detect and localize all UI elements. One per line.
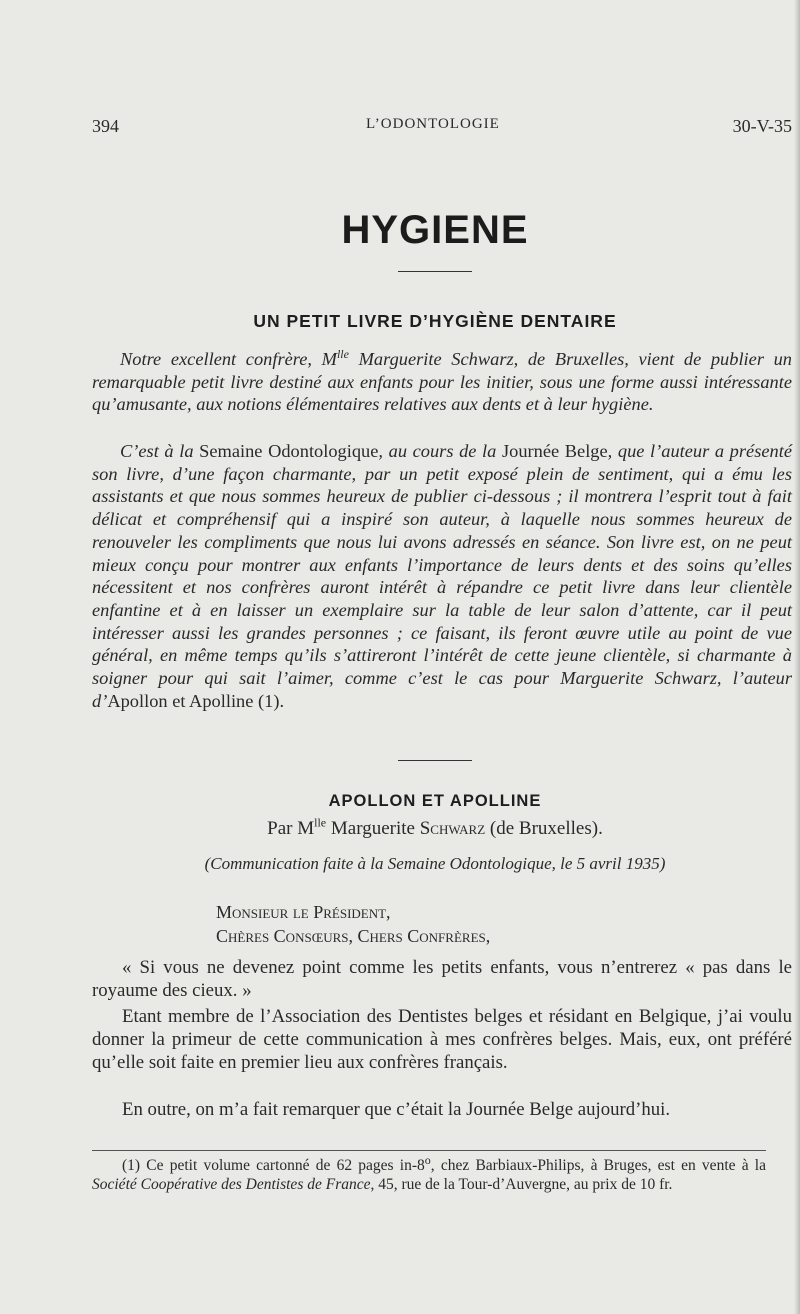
footnote-rule [92,1150,766,1151]
journal-title: L’ODONTOLOGIE [366,116,500,132]
page-number: 394 [92,116,119,136]
scan-edge-shadow [794,0,800,1314]
body-paragraph-2: En outre, on m’a fait remarquer que c’était la Journée Belge aujourd’hui. [122,1099,671,1120]
salutation-line-1: Monsieur le Président, [216,902,391,922]
article-title: UN PETIT LIVRE D’HYGIÈNE DENTAIRE [253,311,617,331]
footnote: (1) Ce petit volume cartonné de 62 pages in-8$^o$, chez Barbiaux-Philips, à Bruges, est en vente à la Société Coopérative des Dentistes de France, 45, rue de la Tour-d’Auvergne, au prix de 10 fr. [92,1152,766,1193]
communication-note: (Communication faite à la Semaine Odontologique, le 5 avril 1935) [204,854,666,873]
separator-rule [398,760,472,761]
salutation-line-2: Chères Consœurs, Chers Confrères, [216,926,491,946]
section-title: HYGIENE [341,208,529,252]
running-header [92,116,792,140]
quote-paragraph: « Si vous ne devenez point comme les petits enfants, vous n’entrerez « pas dans le royaume des cieux. » [92,957,792,1001]
body-paragraph-1: Etant membre de l’Association des Dentistes belges et résidant en Belgique, j’ai voulu donner la primeur de cette communication à mes confrères belges. Mais, eux, ont préféré qu’elle soit faite en premier lieu aux confrères français. [92,1006,792,1073]
title-rule [398,271,472,272]
issue-date: 30-V-35 [732,116,792,136]
intro-paragraph-1: Notre excellent confrère, $M^{lle}$ Marguerite Schwarz, de Bruxelles, vient de publier un remarquable petit livre destiné aux enfants pour les initier, sous une forme aussi intéressante qu’amusante, aux notions élémentaires relatives aux dents et à leur hygiène. [92,346,793,415]
byline: Par $M^{lle}$ Marguerite Schwarz (de Bruxelles). [267,815,603,839]
subarticle-title: APOLLON ET APOLLINE [328,792,542,810]
intro-paragraph-2: C’est à la Semaine Odontologique, au cours de la Journée Belge, que l’auteur a présenté son livre, d’une façon charmante, par un petit exposé plein de sentiment, qui a ému les assistants et que nous sommes heureux de publier ci-dessous ; il montrera l’esprit tout à fait délicat et compréhensif qui a inspiré son auteur, à laquelle nous sommes heureux de renouveler les compliments que nous lui avons adressés en séance. Son livre est, on ne peut mieux conçu pour montrer aux enfants l’importance de leurs dents et des soins qu’elles nécessitent et nos confrères auront intérêt à répandre ce petit livre dans leur clientèle enfantine et à en laisser un exemplaire sur la table de leur salon d’attente, car il peut intéresser aussi les grandes personnes ; ce faisant, ils feront œuvre utile au point de vue général, en même temps qu’ils s’attireront l’intérêt de cette jeune clientèle, si charmante à soigner pour qui sait l’aimer, comme c’est le cas pour Marguerite Schwarz, l’auteur d’Apollon et Apolline (1). [92,441,792,711]
